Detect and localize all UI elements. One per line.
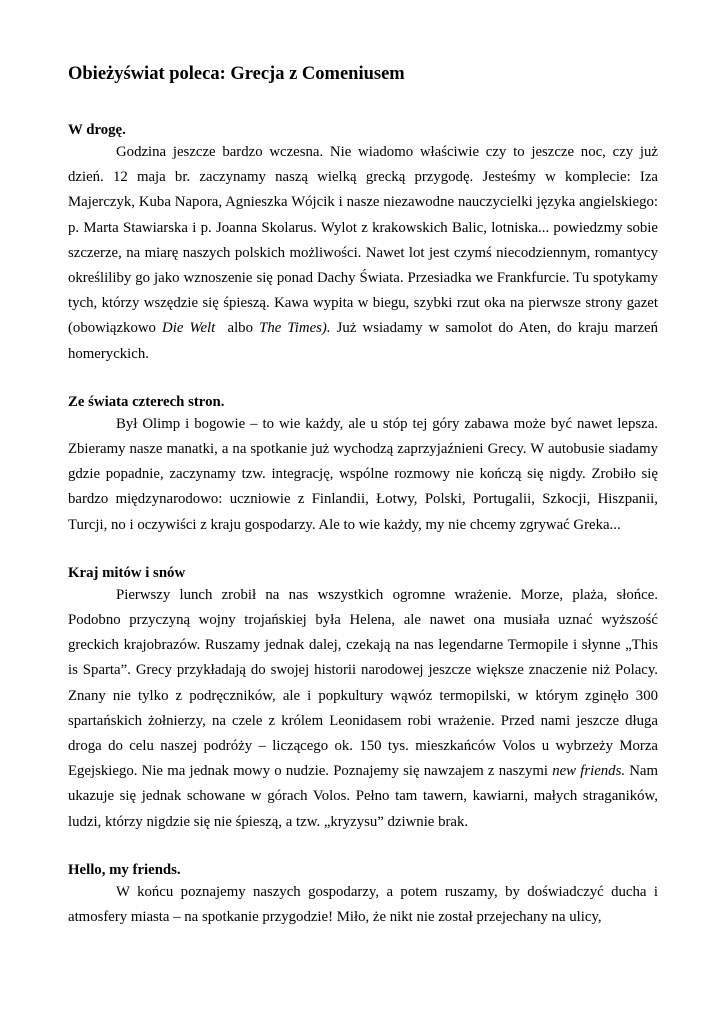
paragraph-text: Pierwszy lunch zrobił na nas wszystkich ogromne wrażenie. Morze, plaża, słońce. Podobno przyczyną wojny trojańskiej była Helena, ale nawet ona musiała uznać wyższość greckich krajobrazów. Ruszamy jednak dalej, czekają na nas legendarne Termopile i słynne „This is Sparta”. Grecy przykładają do swojej historii narodowej jeszcze większe znaczenie niż Polacy. Znany nie tylko z podręczników, ale i popkultury wąwóz termopilski, w którym zginęło 300 spartańskich żołnierzy, na czele z królem Leonidasem robi wrażenie. Przed nami jeszcze długa droga do celu naszej podróży – liczącego ok. 150 tys. mieszkańców Volos u wybrzeży Morza Egejskiego. Nie ma jednak mowy o nudzie. Poznajemy się nawzajem z naszymi [68,586,658,780]
document-page [68,62,658,930]
section-heading-hello-my-friends: Hello, my friends. [68,861,181,878]
paragraph-text: Godzina jeszcze bardzo wczesna. Nie wiadomo właściwie czy to jeszcze noc, czy już dzień. 12 maja br. zaczynamy naszą wielką grecką przygodę. Jesteśmy w komplecie: Iza Majerczyk, Kuba Napora, Agnieszka Wójcik i nasze niezawodne nauczycielki języka angielskiego: p. Marta Stawiarska i p. Joanna Skolarus. Wylot z krakowskich Balic, lotniska... powiedzmy sobie szczerze, na miarę naszych polskich możliwości. Nawet lot jest czymś niecodziennym, romantycy określiliby go jako wznoszenie się ponad Dachy Świata. Przesiadka we Frankfurcie. Tu spotykamy tych, którzy wszędzie się śpieszą. Kawa wypita w biegu, szybki rzut oka na pierwsze strony gazet (obowiązkowo [68,144,658,337]
section-paragraph-kraj-mitow [68,583,658,835]
section-paragraph-hello-my-friends: W końcu poznajemy naszych gospodarzy, a potem ruszamy, by doświadczyć ducha i atmosfery miasta – na spotkanie przygodzie! Miło, że nikt nie został przejechany na ulicy, [68,883,658,926]
italic-phrase-new-friends: new friends. [552,763,626,780]
section-heading-ze-swiata: Ze świata czterech stron. [68,393,225,410]
paragraph-text: albo [215,320,260,337]
newspaper-title-the-times: The Times). [259,320,331,337]
section-heading-w-droge: W drogę. [68,122,126,138]
section-paragraph-ze-swiata: Był Olimp i bogowie – to wie każdy, ale u stóp tej góry zabawa może być nawet lepsza. Zbieramy nasze manatki, a na spotkanie już wychodzą zaprzyjaźnieni Grecy. W autobusie siadamy gdzie popadnie, zaczynamy tzw. integrację, wspólne rozmowy nie kończą się nigdy. Zrobiło się bardzo międzynarodowo: uczniowie z Finlandii, Łotwy, Polski, Portugalii, Szkocji, Hiszpanii, Turcji, no i oczywiści z kraju gospodarzy. Ale to wie każdy, my nie chcemy zgrywać Greka... [68,415,658,533]
section-paragraph-w-droge [68,140,658,367]
document-title: Obieżyświat poleca: Grecja z Comeniusem [68,64,405,84]
paragraph-text: Już wsiadamy w samolot do Aten, do kraju marzeń homeryckich. [68,320,658,362]
newspaper-title-die-welt: Die Welt [162,320,216,337]
paragraph-text: Nam ukazuje się jednak schowane w górach Volos. Pełno tam tawern, kawiarni, małych straganików, ludzi, którzy nigdzie się nie śpieszą, a tzw. „kryzysu” dziwnie brak. [68,763,659,830]
section-heading-kraj-mitow: Kraj mitów i snów [68,564,186,581]
